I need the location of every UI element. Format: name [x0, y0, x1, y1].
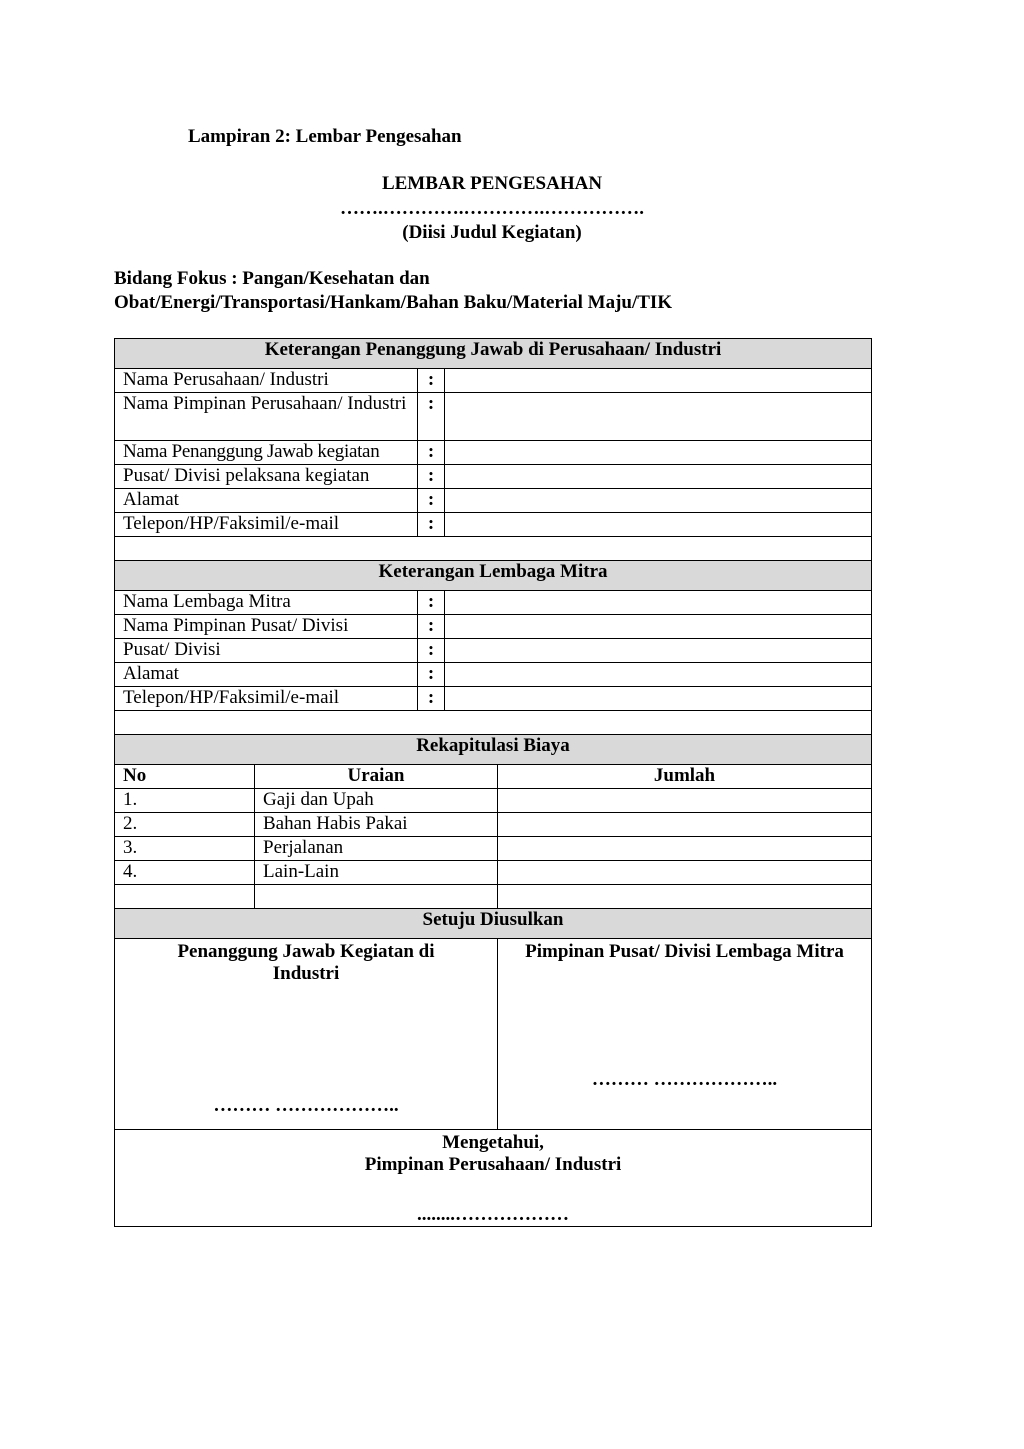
cost-uraian: Gaji dan Upah: [255, 789, 498, 813]
bidang-fokus-line2: Obat/Energi/Transportasi/Hankam/Bahan Baku/Material Maju/TIK: [114, 292, 673, 313]
lampiran-label: Lampiran 2: Lembar Pengesahan: [188, 126, 462, 147]
field-label: Telepon/HP/Faksimil/e-mail: [115, 687, 418, 711]
form-row: [115, 393, 872, 441]
colon: :: [418, 513, 445, 537]
cost-no: 3.: [115, 837, 255, 861]
colon: :: [418, 465, 445, 489]
section1-title: Keterangan Penanggung Jawab di Perusahaan/ Industri: [115, 339, 872, 369]
colon: :: [418, 489, 445, 513]
section-header: [115, 339, 872, 369]
form-row: [115, 489, 872, 513]
cost-jumlah[interactable]: [498, 861, 872, 885]
form-row: [115, 639, 872, 663]
field-label: Alamat: [115, 489, 418, 513]
section4-title: Setuju Diusulkan: [115, 909, 872, 939]
signature-left-title-line1: Penanggung Jawab Kegiatan di: [177, 941, 435, 962]
cost-row: [115, 837, 872, 861]
cost-jumlah[interactable]: [498, 789, 872, 813]
field-value[interactable]: [445, 369, 872, 393]
form-row: [115, 591, 872, 615]
colon: :: [418, 663, 445, 687]
cost-row: [115, 861, 872, 885]
field-value[interactable]: [445, 663, 872, 687]
col-header-no: No: [115, 765, 255, 789]
mengetahui-label: Mengetahui,: [442, 1132, 544, 1153]
mengetahui-row: [115, 1130, 872, 1227]
signature-row: [115, 939, 872, 1130]
field-value[interactable]: [445, 591, 872, 615]
form-row: [115, 663, 872, 687]
mengetahui-title: Pimpinan Perusahaan/ Industri: [364, 1154, 622, 1175]
field-label: Nama Pimpinan Perusahaan/ Industri: [115, 393, 418, 441]
cost-table-header: [115, 765, 872, 789]
signature-left-title-line2: Industri: [272, 963, 340, 984]
field-label: Nama Penanggung Jawab kegiatan: [115, 441, 418, 465]
approval-form-table: [114, 338, 872, 1227]
colon: :: [418, 369, 445, 393]
cost-jumlah[interactable]: [498, 885, 872, 909]
colon: :: [418, 591, 445, 615]
form-row: [115, 513, 872, 537]
field-label: Nama Pimpinan Pusat/ Divisi: [115, 615, 418, 639]
cost-no: 2.: [115, 813, 255, 837]
signature-right-dots: ……… ………………..: [591, 1069, 778, 1090]
cost-row: [115, 789, 872, 813]
signature-right[interactable]: [498, 939, 872, 1130]
spacer-row: [115, 537, 872, 561]
field-value[interactable]: [445, 687, 872, 711]
form-row: [115, 687, 872, 711]
page-title: LEMBAR PENGESAHAN: [381, 173, 603, 194]
title-placeholder-dots: …….………….………….…………….: [340, 198, 644, 219]
bidang-fokus-line1: Bidang Fokus : Pangan/Kesehatan dan: [114, 268, 430, 289]
cost-no: [115, 885, 255, 909]
field-label: Pusat/ Divisi pelaksana kegiatan: [115, 465, 418, 489]
signature-left[interactable]: [115, 939, 498, 1130]
field-value[interactable]: [445, 615, 872, 639]
colon: :: [418, 393, 445, 441]
col-header-uraian: Uraian: [255, 765, 498, 789]
cost-uraian: Perjalanan: [255, 837, 498, 861]
mengetahui-cell[interactable]: [115, 1130, 872, 1227]
cost-uraian: Bahan Habis Pakai: [255, 813, 498, 837]
spacer-row: [115, 711, 872, 735]
field-label: Telepon/HP/Faksimil/e-mail: [115, 513, 418, 537]
field-label: Nama Perusahaan/ Industri: [115, 369, 418, 393]
cost-row: [115, 813, 872, 837]
colon: :: [418, 687, 445, 711]
section-header: [115, 735, 872, 765]
field-label: Nama Lembaga Mitra: [115, 591, 418, 615]
mengetahui-dots: ........………………: [417, 1204, 569, 1225]
form-row: [115, 615, 872, 639]
section-header: [115, 909, 872, 939]
field-value[interactable]: [445, 513, 872, 537]
cost-jumlah[interactable]: [498, 813, 872, 837]
signature-right-title: Pimpinan Pusat/ Divisi Lembaga Mitra: [525, 941, 844, 962]
col-header-jumlah: Jumlah: [498, 765, 872, 789]
form-row: [115, 465, 872, 489]
section2-title: Keterangan Lembaga Mitra: [115, 561, 872, 591]
field-label: Alamat: [115, 663, 418, 687]
cost-no: 4.: [115, 861, 255, 885]
form-row: [115, 441, 872, 465]
cost-uraian: [255, 885, 498, 909]
signature-left-dots: ……… ………………..: [213, 1095, 399, 1116]
field-value[interactable]: [445, 639, 872, 663]
field-value[interactable]: [445, 441, 872, 465]
cost-uraian: Lain-Lain: [255, 861, 498, 885]
cost-jumlah[interactable]: [498, 837, 872, 861]
form-row: [115, 369, 872, 393]
page-subtitle: (Diisi Judul Kegiatan): [402, 222, 582, 243]
cost-row-empty: [115, 885, 872, 909]
field-label: Pusat/ Divisi: [115, 639, 418, 663]
colon: :: [418, 615, 445, 639]
field-value[interactable]: [445, 393, 872, 441]
section-header: [115, 561, 872, 591]
colon: :: [418, 639, 445, 663]
colon: :: [418, 441, 445, 465]
field-value[interactable]: [445, 489, 872, 513]
cost-no: 1.: [115, 789, 255, 813]
section3-title: Rekapitulasi Biaya: [115, 735, 872, 765]
field-value[interactable]: [445, 465, 872, 489]
